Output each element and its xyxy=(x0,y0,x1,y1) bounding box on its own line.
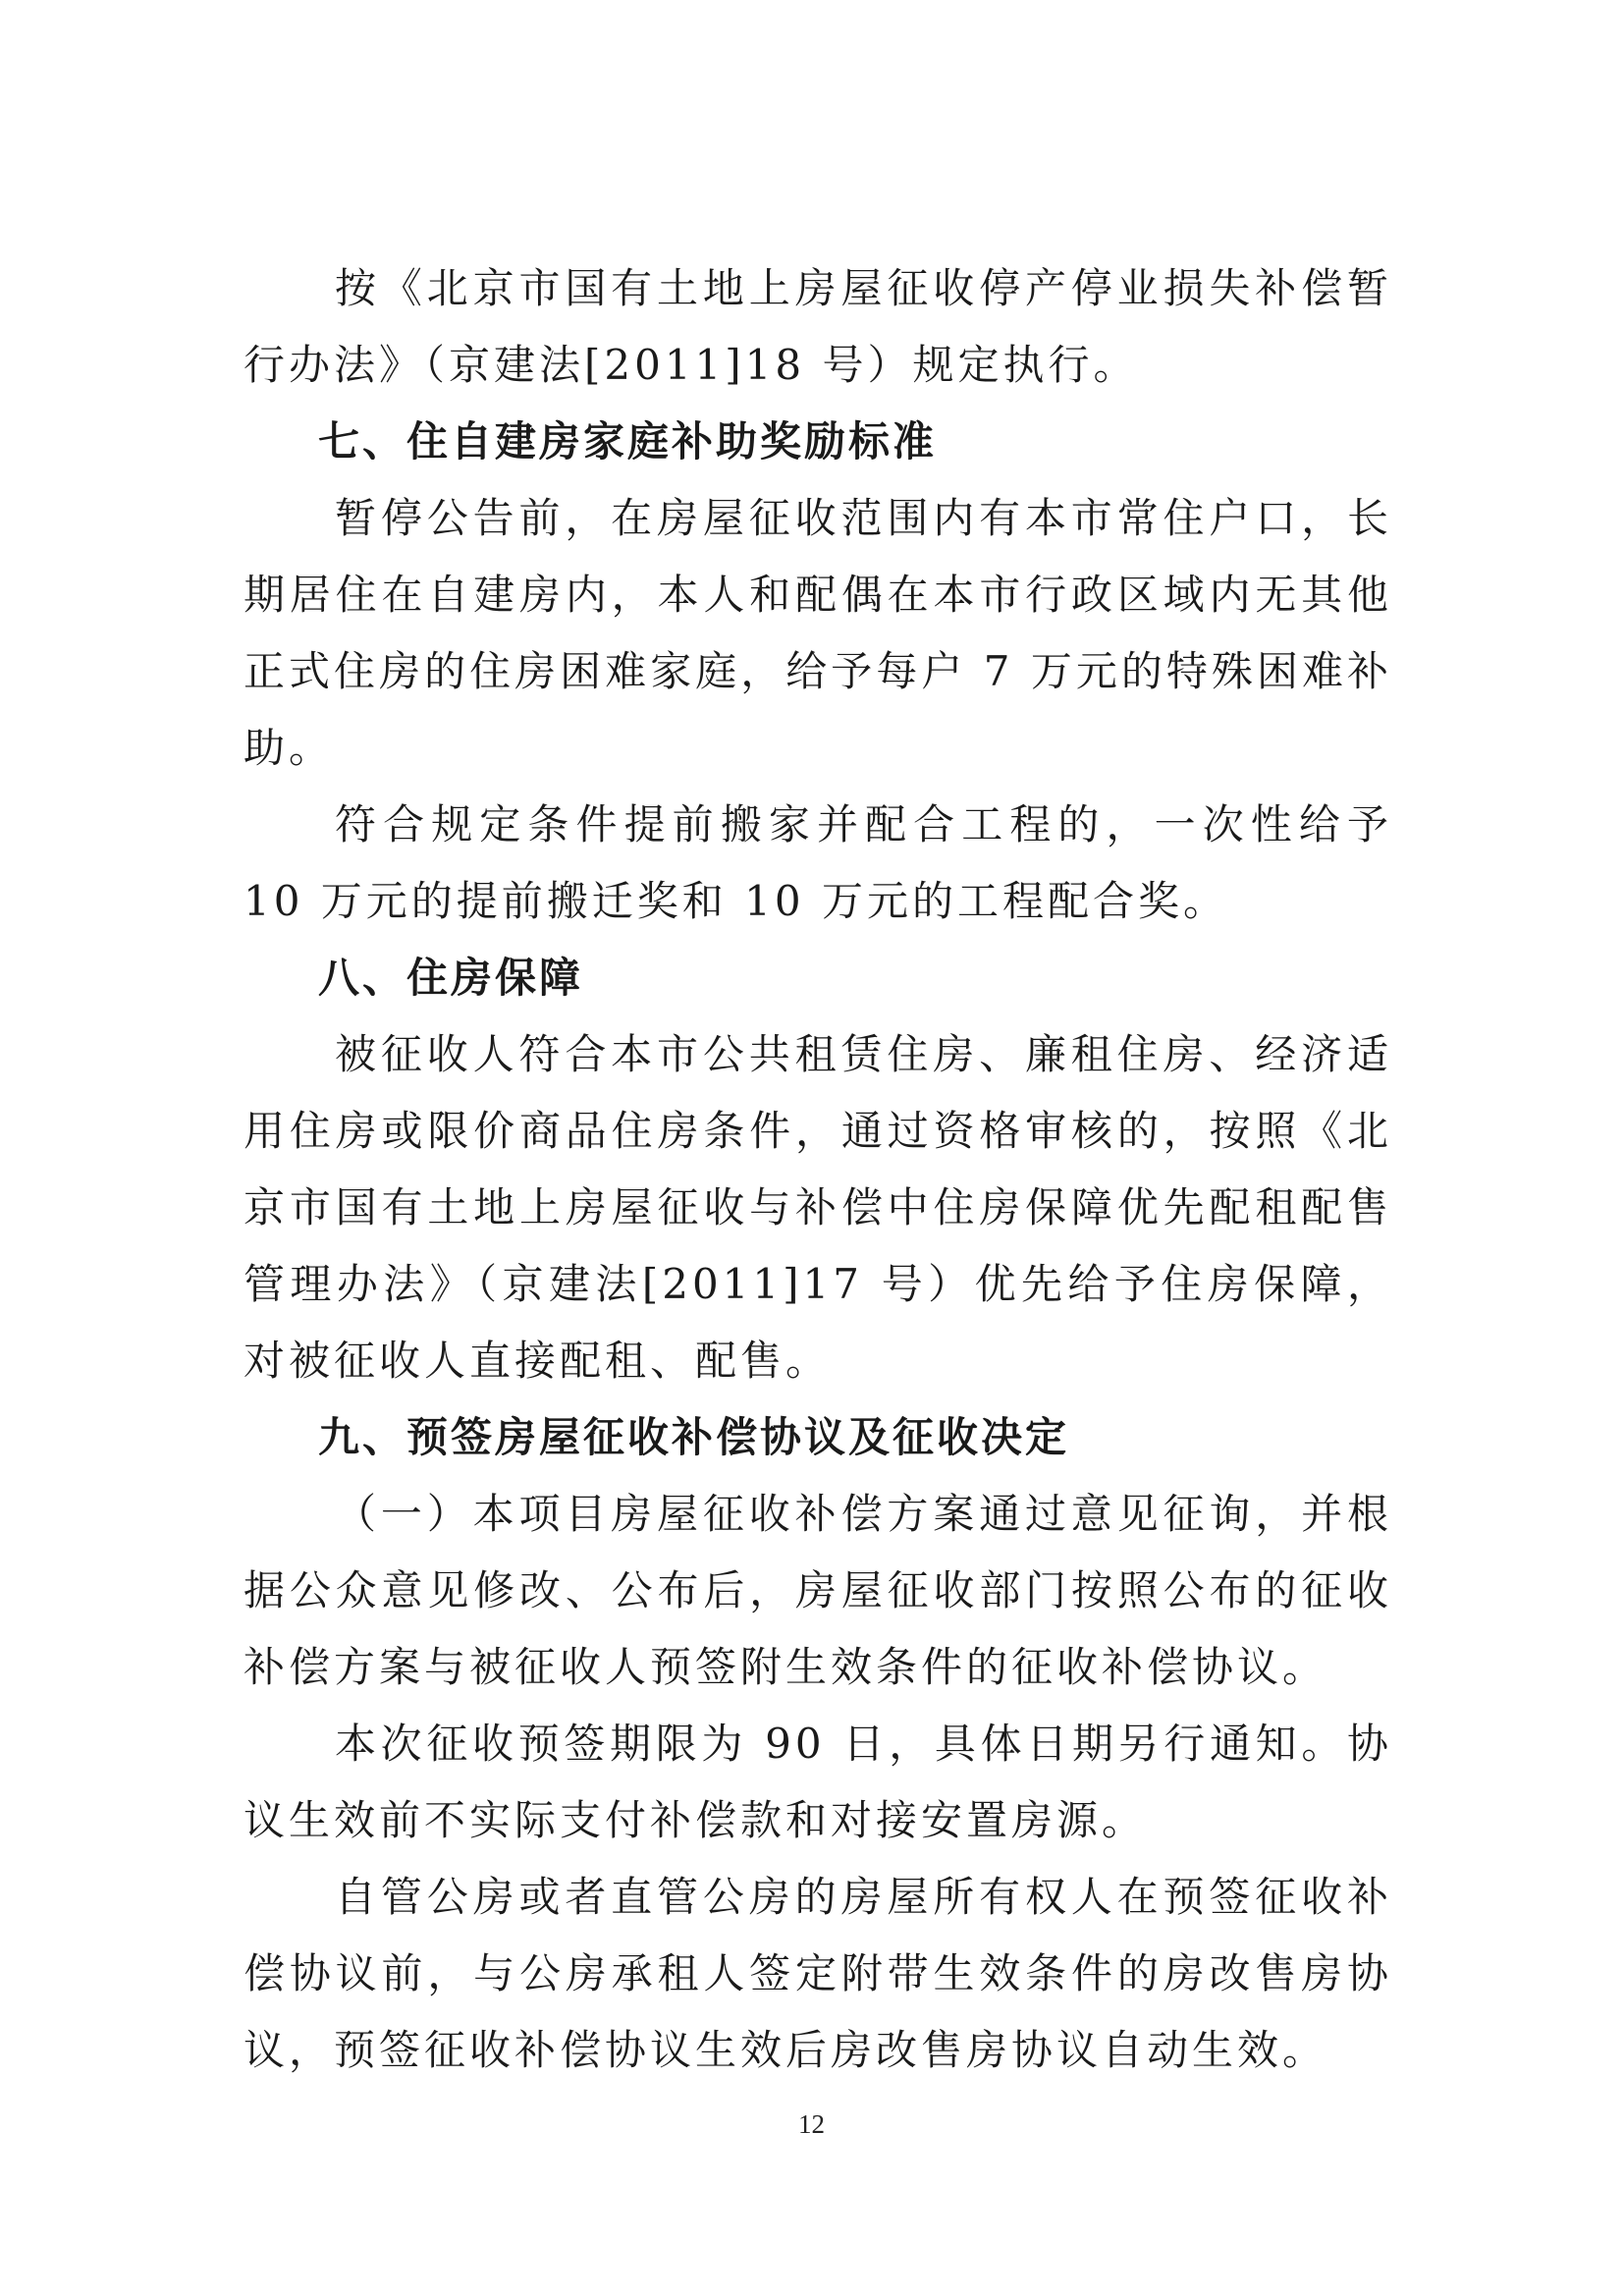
paragraph-housing-guarantee: 被征收人符合本市公共租赁住房、廉租住房、经济适用住房或限价商品住房条件，通过资格审核的，按照《北京市国有土地上房屋征收与补偿中住房保障优先配租配售管理办法》（京建法[2011]17 号）优先给予住房保障，对被征收人直接配租、配售。 xyxy=(243,1030,1392,1385)
section-heading-9: 九、预签房屋征收补偿协议及征收决定 xyxy=(318,1413,1070,1461)
paragraph-early-relocation-award: 符合规定条件提前搬家并配合工程的，一次性给予 10 万元的提前搬迁奖和 10 万元的工程配合奖。 xyxy=(243,800,1392,925)
paragraph-pre-sign-period: 本次征收预签期限为 90 日，具体日期另行通知。协议生效前不实际支付补偿款和对接安置房源。 xyxy=(243,1720,1392,1844)
paragraph-public-housing-agreement: 自管公房或者直管公房的房屋所有权人在预签征收补偿协议前，与公房承租人签定附带生效条件的房改售房协议，预签征收补偿协议生效后房改售房协议自动生效。 xyxy=(243,1873,1392,2074)
paragraph-compensation-reference: 按《北京市国有土地上房屋征收停产停业损失补偿暂行办法》（京建法[2011]18 号）规定执行。 xyxy=(243,264,1392,389)
section-heading-8: 八、住房保障 xyxy=(318,954,584,1002)
page-number: 12 xyxy=(798,2109,825,2139)
section-heading-7: 七、住自建房家庭补助奖励标准 xyxy=(318,417,938,465)
paragraph-pre-sign-agreement: （一）本项目房屋征收补偿方案通过意见征询，并根据公众意见修改、公布后，房屋征收部门按照公布的征收补偿方案与被征收人预签附生效条件的征收补偿协议。 xyxy=(243,1490,1392,1691)
document-body xyxy=(243,250,1392,2089)
paragraph-hardship-subsidy: 暂停公告前，在房屋征收范围内有本市常住户口，长期居住在自建房内，本人和配偶在本市行政区域内无其他正式住房的住房困难家庭，给予每户 7 万元的特殊困难补助。 xyxy=(243,494,1392,772)
